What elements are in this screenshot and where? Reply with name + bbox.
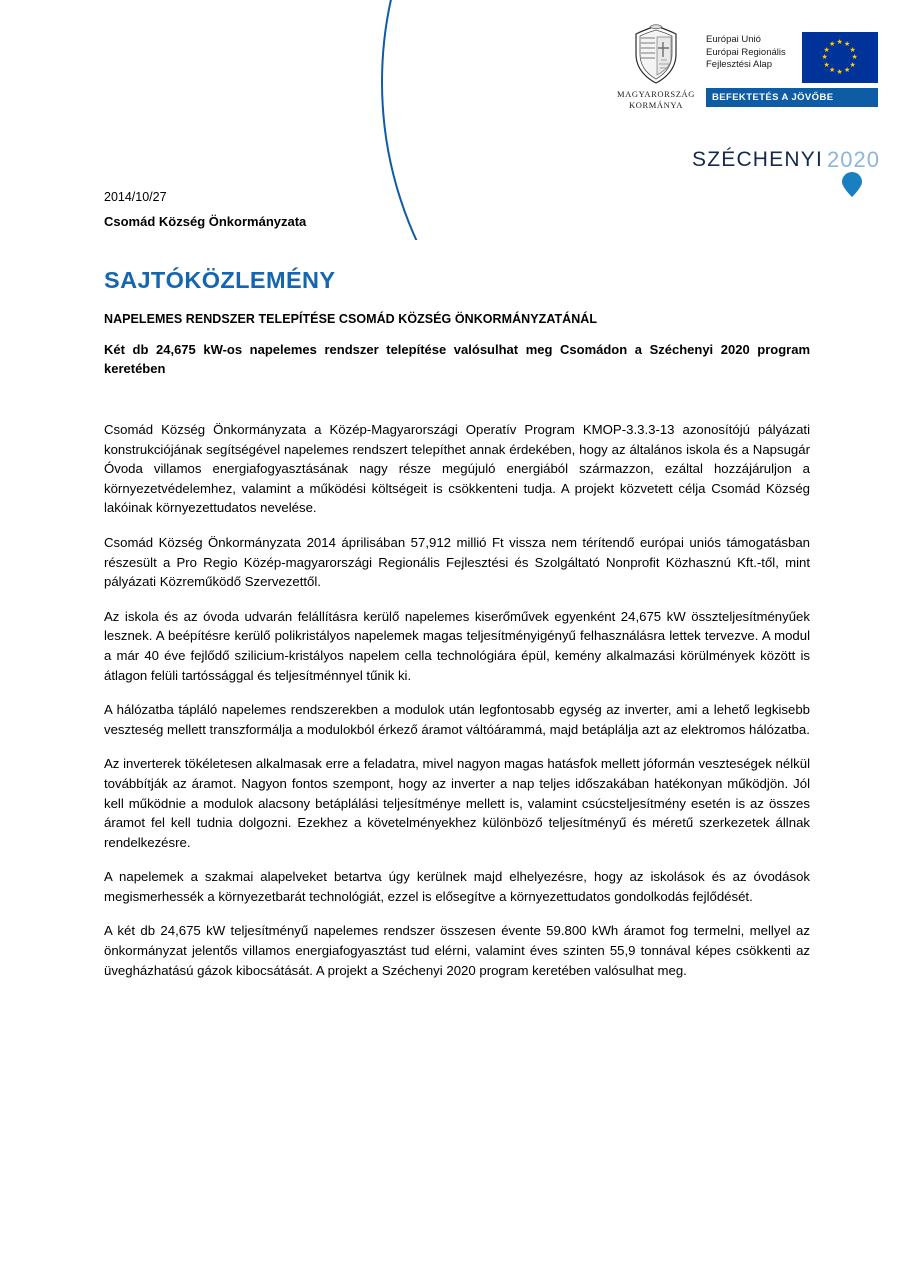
coat-of-arms-label-line1: MAGYARORSZÁG <box>616 89 696 99</box>
coat-of-arms-icon <box>630 24 682 86</box>
paragraph: Az iskola és az óvoda udvarán felállításra kerülő napelemes kiserőművek egyenként 24,675 kW összteljesítményűek lesznek. A beépítésre kerülő polikristályos napelemek magas teljesítményigényű felhasználásra lettek tervezve. A modul a már 40 éve fejlődő szilicium-kristályos napelem cella technológiára épül, kemény alkalmazási körülmények között is átlagon felüli tartóssággal és teljesítménnyel tűnik ki. <box>104 608 810 683</box>
paragraph: Csomád Község Önkormányzata a Közép-Magyarországi Operatív Program KMOP-3.3.3-13 azonosítójú pályázati konstrukciójának segítségével napelemes rendszert telepíthet annak érdekében, hogy az általános iskola és a Napsugár Óvoda villamos energiafogyasztásának nagy része megújuló energiából származzon, ezáltal hozzájáruljon a környezetvédelemhez, valamint a működési költségeit is csökkenteni tudja. A projekt közvetett célja Csomád Község lakóinak környezettudatos nevelése. <box>104 422 810 516</box>
eu-star-icon: ★ <box>829 41 836 48</box>
eu-star-icon: ★ <box>829 66 836 74</box>
eu-star-icon: ★ <box>844 66 851 74</box>
eu-label-line1: Európai Unió <box>706 34 761 45</box>
eu-star-icon: ★ <box>851 54 858 61</box>
eu-star-icon: ★ <box>844 41 851 48</box>
szechenyi-year: 2020 <box>827 147 880 172</box>
paragraph: A hálózatba tápláló napelemes rendszerekben a modulok után legfontosabb egység az inverter, ami a lehető legkisebb veszteség mellett transzformálja a modulokból érkező áramot váltóárammá, majd betáplálja azt az elektromos hálózatba. <box>104 702 810 737</box>
document-body <box>104 190 810 980</box>
eu-star-icon: ★ <box>849 46 856 54</box>
paragraph: A napelemek a szakmai alapelveket betartva úgy kerülnek majd elhelyezésre, hogy az iskolások és az óvodások megismerhessék a környezetbarát technológiát, ezzel is elősegítve a környezettudatos gondolkodás fejlődését. <box>104 869 810 904</box>
eu-star-icon: ★ <box>823 61 830 69</box>
eu-star-icon: ★ <box>821 54 828 61</box>
coat-of-arms-label-line2: KORMÁNYA <box>629 100 683 110</box>
eu-slogan-banner: BEFEKTETÉS A JÖVŐBE <box>706 88 878 107</box>
document-date: 2014/10/27 <box>104 190 167 204</box>
eu-star-icon: ★ <box>836 39 843 46</box>
paragraph: A két db 24,675 kW teljesítményű napelemes rendszer összesen évente 59.800 kWh áramot fog termelni, mellyel az önkormányzat jelentős villamos energiafogyasztást tud elérni, valamint éves szinten 55,9 tonnával képes csökkenti az üvegházhatású gázok kibocsátását. A projekt a Széchenyi 2020 program keretében valósulhat meg. <box>104 923 810 978</box>
paragraph: Az inverterek tökéletesen alkalmasak erre a feladatra, mivel nagyon magas hatásfok mellett jóformán veszteségek nélkül továbbítják az áramot. Nagyon fontos szempont, hogy az inverter a nap teljes időszakában hatékonyan működjön. Jól kell működnie a modulok alacsony betáplálási teljesítménye mellett is, valamint csúcsteljesítmény esetén is az összes áramot fel kell tudnia dolgozni. Ezekhez a követelményekhez különböző teljesítményű és méretű szerkezetek állnak rendelkezésre. <box>104 756 810 850</box>
eu-star-icon: ★ <box>836 69 843 76</box>
eu-label-line2: Európai Regionális <box>706 46 786 58</box>
szechenyi-wordmark: SZÉCHENYI <box>692 148 823 171</box>
paragraph: Csomád Község Önkormányzata 2014 áprilisában 57,912 millió Ft vissza nem térítendő európai uniós támogatásban részesült a Pro Regio Közép-magyarországi Regionális Fejlesztési és Szolgáltató Nonprofit Közhasznú Kft.-től, mint pályázati Közreműködő Szervezettől. <box>104 534 810 590</box>
page-title: SAJTÓKÖZLEMÉNY <box>104 267 336 293</box>
document-lead: Két db 24,675 kW-os napelemes rendszer telepítése valósulhat meg Csomádon a Széchenyi 2020 program keretében <box>104 342 810 376</box>
hungary-government-logo <box>612 24 700 111</box>
eu-flag-icon <box>802 32 878 83</box>
eu-star-icon: ★ <box>849 61 856 69</box>
location-pin-icon <box>839 172 865 198</box>
eu-star-icon: ★ <box>823 46 830 54</box>
european-union-logo <box>706 30 878 118</box>
organization-name: Csomád Község Önkormányzata <box>104 214 307 229</box>
document-subtitle: NAPELEMES RENDSZER TELEPÍTÉSE CSOMÁD KÖZSÉG ÖNKORMÁNYZATÁNÁL <box>104 312 598 326</box>
eu-label-line3: Fejlesztési Alap <box>706 59 773 70</box>
